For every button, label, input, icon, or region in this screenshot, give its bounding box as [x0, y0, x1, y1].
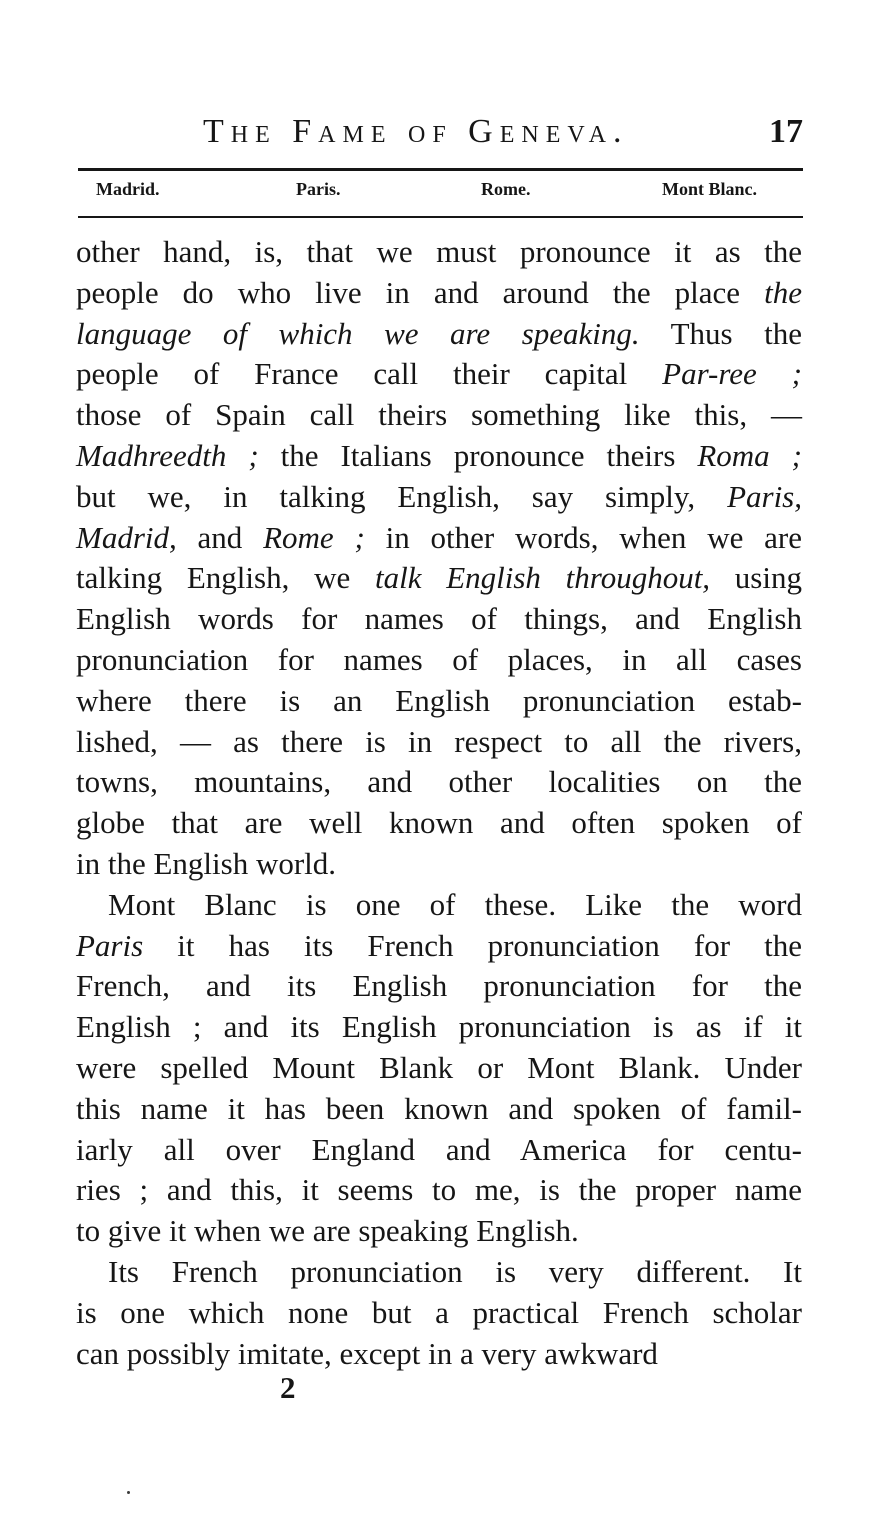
text-segment: iarly all over England and America for centu-: [76, 1131, 802, 1167]
text-segment: can possibly imitate, except in a very awkward: [76, 1335, 658, 1371]
text-line: [76, 1048, 802, 1089]
header-rule-top: [78, 168, 803, 171]
text-line: [76, 640, 802, 681]
italic-segment: Madrid,: [76, 519, 177, 555]
text-segment: in the English world.: [76, 845, 337, 881]
text-line: [76, 966, 802, 1007]
running-head: [78, 113, 803, 157]
text-line: [76, 1211, 802, 1252]
text-line: [76, 1334, 802, 1375]
text-line: [76, 926, 802, 967]
text-line: [76, 477, 802, 518]
text-line: [76, 354, 802, 395]
text-line: [76, 885, 802, 926]
text-line: [76, 681, 802, 722]
italic-segment: Par-ree ;: [662, 356, 802, 392]
text-line: [76, 436, 802, 477]
place-names-row: [78, 179, 803, 207]
page-number: 17: [769, 113, 803, 150]
text-segment: this name it has been known and spoken of famil-: [76, 1090, 802, 1126]
text-line: [76, 558, 802, 599]
text-line: [76, 232, 802, 273]
italic-segment: language of which we are speaking.: [76, 315, 640, 351]
italic-segment: Roma ;: [697, 437, 802, 473]
text-line: [76, 1252, 802, 1293]
text-segment: to give it when we are speaking English.: [76, 1213, 579, 1249]
italic-segment: the: [764, 274, 802, 310]
text-segment: in other words, when we are: [364, 519, 803, 555]
text-segment: ries ; and this, it seems to me, is the proper name: [76, 1172, 802, 1208]
text-line: [76, 1007, 802, 1048]
text-segment: English ; and its English pronunciation is as if it: [76, 1009, 802, 1045]
text-segment: Its French pronunciation is very different. It: [108, 1253, 802, 1289]
text-segment: those of Spain call theirs something like this, —: [76, 397, 802, 433]
italic-segment: Paris,: [727, 478, 802, 514]
text-line: [76, 1089, 802, 1130]
text-line: [76, 762, 802, 803]
text-line: [76, 844, 802, 885]
text-line: [76, 599, 802, 640]
italic-segment: Madhreedth ;: [76, 437, 259, 473]
text-segment: globe that are well known and often spoken of: [76, 805, 802, 841]
place-name-rome: Rome.: [481, 179, 531, 199]
place-name-mont-blanc: Mont Blanc.: [662, 179, 758, 199]
text-line: [76, 314, 802, 355]
text-segment: pronunciation for names of places, in all cases: [76, 641, 802, 677]
text-segment: Thus the: [639, 315, 802, 351]
text-segment: Mont Blanc is one of these. Like the word: [108, 886, 802, 922]
italic-segment: talk English throughout,: [374, 560, 711, 596]
text-segment: it has its French pronunciation for the: [143, 927, 802, 963]
paper-speck: [127, 1491, 130, 1494]
text-line: [76, 722, 802, 763]
place-name-madrid: Madrid.: [96, 179, 160, 199]
place-name-paris: Paris.: [296, 179, 341, 199]
text-line: [76, 1130, 802, 1171]
text-segment: French, and its English pronunciation for the: [76, 968, 802, 1004]
text-line: [76, 518, 802, 559]
text-line: [76, 273, 802, 314]
text-segment: using: [710, 560, 802, 596]
text-segment: is one which none but a practical French scholar: [76, 1294, 802, 1330]
italic-segment: Rome ;: [263, 519, 365, 555]
text-line: [76, 1170, 802, 1211]
text-segment: towns, mountains, and other localities on the: [76, 764, 802, 800]
text-segment: were spelled Mount Blank or Mont Blank. Under: [76, 1049, 802, 1085]
signature-mark: 2: [280, 1370, 296, 1405]
text-segment: people of France call their capital: [76, 356, 663, 392]
text-line: [76, 1293, 802, 1334]
text-line: [76, 395, 802, 436]
header-rule-bottom: [78, 216, 803, 218]
text-segment: talking English, we: [76, 560, 375, 596]
italic-segment: Paris: [76, 927, 144, 963]
text-segment: people do who live in and around the place: [76, 274, 765, 310]
text-line: [76, 803, 802, 844]
running-title: The Fame of Geneva.: [203, 113, 629, 150]
text-segment: English words for names of things, and English: [76, 601, 802, 637]
body-text: [76, 232, 802, 1374]
text-segment: but we, in talking English, say simply,: [76, 478, 728, 514]
text-segment: and: [176, 519, 264, 555]
text-segment: where there is an English pronunciation estab-: [76, 682, 802, 718]
text-segment: lished, — as there is in respect to all the rivers,: [76, 723, 802, 759]
text-segment: other hand, is, that we must pronounce it as the: [76, 234, 802, 269]
text-segment: the Italians pronounce theirs: [258, 437, 698, 473]
